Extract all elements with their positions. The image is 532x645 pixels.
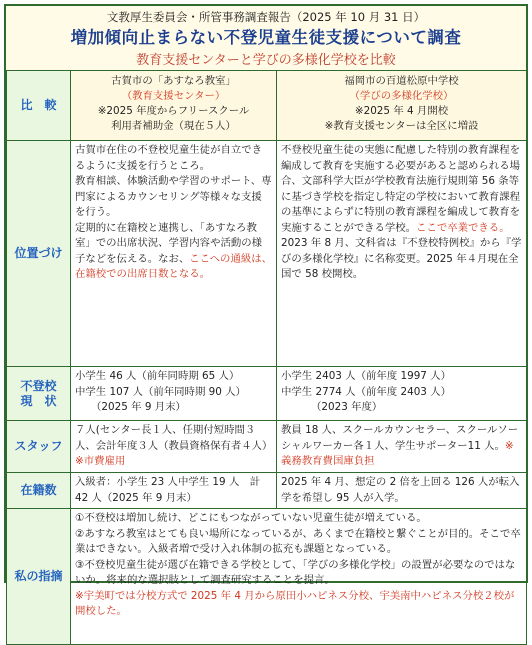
row-count [7, 367, 527, 421]
count-b [277, 367, 527, 421]
row-point [7, 509, 527, 645]
staff-a [71, 421, 277, 473]
count-b-date: （2023 年度） [311, 401, 383, 413]
positioning-a [71, 141, 277, 367]
staff-a-note: ※市費雇用 [75, 455, 126, 467]
col-b-note2: ※教育支援センターは全区に増設 [324, 120, 479, 132]
label-positioning: 位置づけ [7, 141, 71, 367]
count-a-date: （2025 年 9 月末） [91, 401, 186, 413]
label-enrolled: 在籍数 [7, 473, 71, 509]
point-3: ③不登校児童生徒が選び在籍できる学校として、「学びの多様化学校」の設置が必要なのではないか。将来的な選択肢として調査研究することを提言。 [75, 558, 516, 586]
count-b-elementary: 小学生 2403 人（前年度 1997 人） [281, 370, 452, 382]
col-a-note2: 利用者補助金（現在５人） [111, 120, 236, 132]
positioning-b-text2: 2023 年 8 月、文科省は『不登校特例校』から『学びの多様化学校』に名称変更。2025 年４月現在全国で 58 校開校。 [281, 237, 522, 280]
point-4: ※宇美町では分校方式で 2025 年 4 月から原田小ハピネス分校、宇美南中ハピネス分校２校が開校した。 [75, 589, 515, 617]
positioning-b-highlight: ここで卒業できる。 [416, 221, 510, 234]
positioning-a-highlight: ここへの通級は、在籍校での出席日数となる。 [75, 252, 273, 280]
label-compare: 比 較 [7, 71, 71, 141]
positioning-b-text: 不登校児童生徒の実態に配慮した特別の教育課程を編成して教育を実施する必要があると認められる場合、文部科学大臣が学校教育法施行規則第 56 条等に基づき学校を指定し特定の学校において教育課程の基準によらずに特別の教育課程を編成して教育を実施することができる学校。 [281, 144, 520, 234]
count-a [71, 367, 277, 421]
point-1: ①不登校は増加し続け、どこにもつながっていない児童生徒が増えている。 [75, 512, 427, 524]
point-body [71, 509, 527, 645]
col-a-note1: ※2025 年度からフリースクール [97, 105, 250, 117]
staff-a-text: ７人(センター長１人、任期付短時間３人、会計年度３人（教員資格保有者４人） [75, 424, 273, 452]
label-point: 私の指摘 [7, 509, 71, 645]
report-date-line: 文教厚生委員会・所管事務調査報告（2025 年 10 月 31 日） [106, 10, 426, 24]
count-a-elementary: 小学生 46 人（前年同時期 65 人） [75, 370, 240, 382]
row-compare [7, 71, 527, 141]
col-b-note1: ※2025 年 4 月開校 [354, 105, 449, 117]
row-enrolled [7, 473, 527, 509]
row-staff [7, 421, 527, 473]
staff-b-text: 教員 18 人、スクールカウンセラー、スクールソーシャルワーカー各１人、学生サポーター11 人。 [281, 424, 519, 452]
col-b-header [277, 71, 527, 141]
row-positioning [7, 141, 527, 367]
col-b-sub: （学びの多様化学校） [349, 90, 454, 102]
report-page [4, 4, 528, 617]
report-subtitle: 教育支援センターと学びの多様化学校を比較 [136, 53, 396, 68]
positioning-a-text: 古賀市在住の不登校児童生徒が自立できるように支援を行うところ。 教育相談、体験活動や学習のサポート、専門家によるカウンセリング等様々な支援を行う。 定期的に在籍校と連携し、「あすなろ教室」での出席状況、学習内容や活動の様子などを伝える。なお、 [75, 144, 272, 265]
label-staff: スタッフ [7, 421, 71, 473]
enrolled-b: 2025 年 4 月、想定の 2 倍を上回る 126 人が転入学を希望し 95 人が入学。 [277, 473, 527, 509]
report-title: 増加傾向止まらない不登児童生徒支援について調査 [70, 28, 462, 47]
label-count: 不登校 現 状 [7, 367, 71, 421]
comparison-table [6, 70, 527, 645]
count-b-junior: 中学生 2774 人（前年度 2403 人） [281, 385, 452, 398]
col-a-header [71, 71, 277, 141]
staff-b [277, 421, 527, 473]
positioning-b [277, 141, 527, 367]
enrolled-a: 入級者：小学生 23 人中学生 19 人 計 42 人（2025 年 9 月末） [71, 473, 277, 509]
report-header [6, 6, 526, 71]
point-2: ②あすなろ教室はとても良い場所になっているが、あくまで在籍校と繋ぐことが目的。そこで卒業はできない。入級者増で受け入れ体制の拡充も課題となっている。 [75, 527, 521, 555]
col-b-name: 福岡市の百道松原中学校 [344, 75, 459, 87]
col-a-sub: （教育支援センター） [121, 90, 226, 102]
staff-b-note: ※義務教育費国庫負担 [281, 439, 514, 467]
count-a-junior: 中学生 107 人（前年同時期 90 人） [75, 385, 246, 398]
col-a-name: 古賀市の「あすなろ教室」 [111, 75, 236, 87]
